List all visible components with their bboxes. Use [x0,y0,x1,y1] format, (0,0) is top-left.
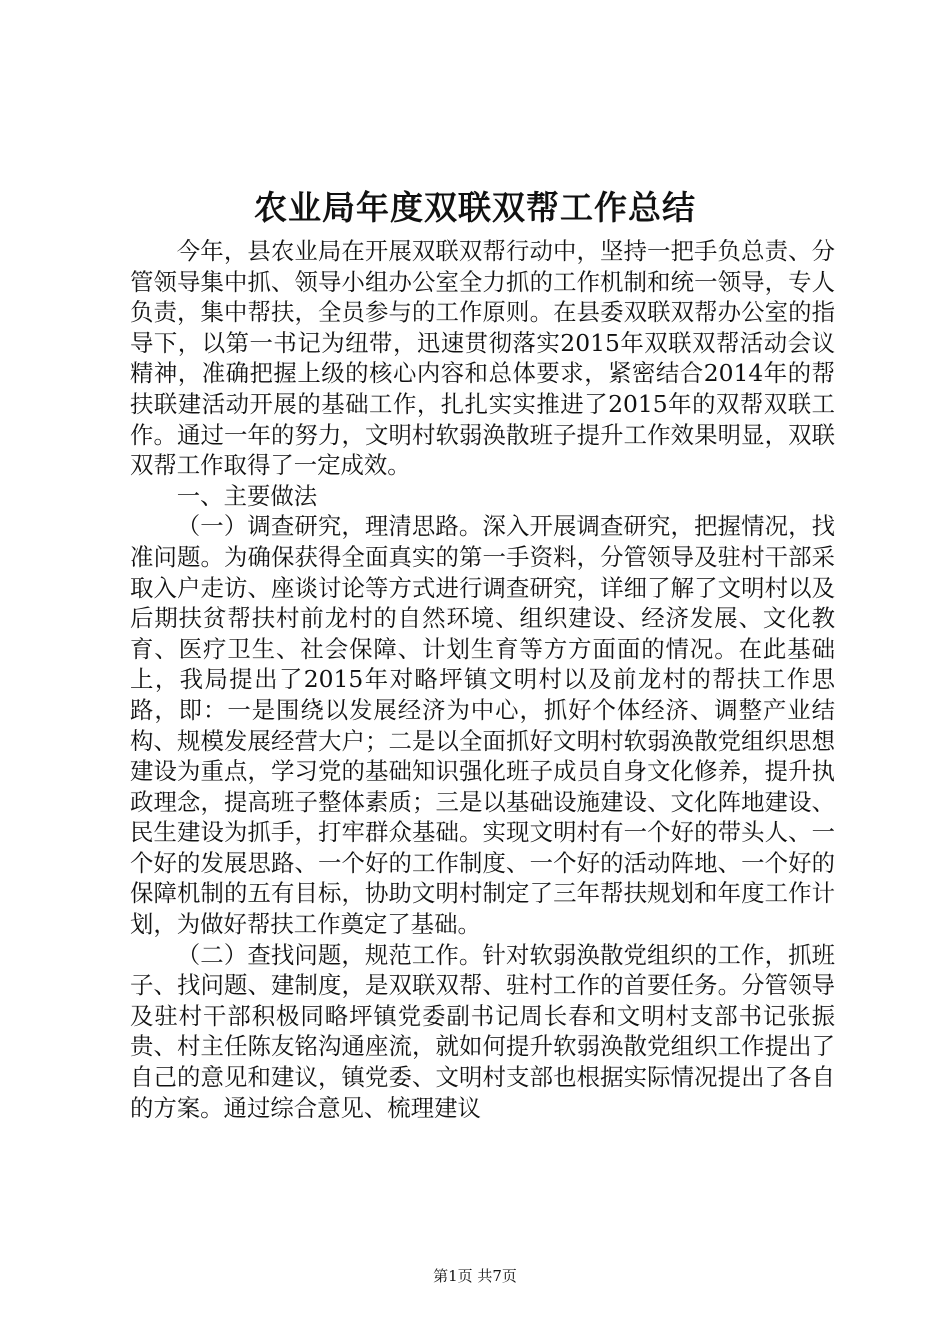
intro-paragraph: 今年，县农业局在开展双联双帮行动中，坚持一把手负总责、分管领导集中抓、领导小组办公室全力抓的工作机制和统一领导，专人负责，集中帮扶，全员参与的工作原则。在县委双联双帮办公室的指导下，以第一书记为纽带，迅速贯彻落实2015年双联双帮活动会议精神，准确把握上级的核心内容和总体要求，紧密结合2014年的帮扶联建活动开展的基础工作，扎扎实实推进了2015年的双帮双联工作。通过一年的努力，文明村软弱涣散班子提升工作效果明显，双联双帮工作取得了一定成效。 [130,237,835,480]
section-one-paragraph: （一）调查研究，理清思路。深入开展调查研究，把握情况，找准问题。为确保获得全面真实的第一手资料，分管领导及驻村干部采取入户走访、座谈讨论等方式进行调查研究，详细了解了文明村以及后期扶贫帮扶村前龙村的自然环境、组织建设、经济发展、文化教育、医疗卫生、社会保障、计划生育等方方面面的情况。在此基础上，我局提出了2015年对略坪镇文明村以及前龙村的帮扶工作思路，即：一是围绕以发展经济为中心，抓好个体经济、调整产业结构、规模发展经营大户；二是以全面抓好文明村软弱涣散党组织思想建设为重点，学习党的基础知识强化班子成员自身文化修养，提升执政理念，提高班子整体素质；三是以基础设施建设、文化阵地建设、民生建设为抓手，打牢群众基础。实现文明村有一个好的带头人、一个好的发展思路、一个好的工作制度、一个好的活动阵地、一个好的保障机制的五有目标，协助文明村制定了三年帮扶规划和年度工作计划，为做好帮扶工作奠定了基础。 [130,512,835,939]
section-two-paragraph: （二）查找问题，规范工作。针对软弱涣散党组织的工作，抓班子、找问题、建制度，是双联双帮、驻村工作的首要任务。分管领导及驻村干部积极同略坪镇党委副书记周长春和文明村支部书记张振贵、村主任陈友铭沟通座流，就如何提升软弱涣散党组织工作提出了自己的意见和建议，镇党委、文明村支部也根据实际情况提出了各自的方案。通过综合意见、梳理建议 [130,940,835,1122]
document-title: 农业局年度双联双帮工作总结 [254,188,696,227]
section-heading: 一、主要做法 [176,481,318,510]
page-footer: 第1页 共7页 [433,1267,517,1285]
document-body [130,236,835,1123]
